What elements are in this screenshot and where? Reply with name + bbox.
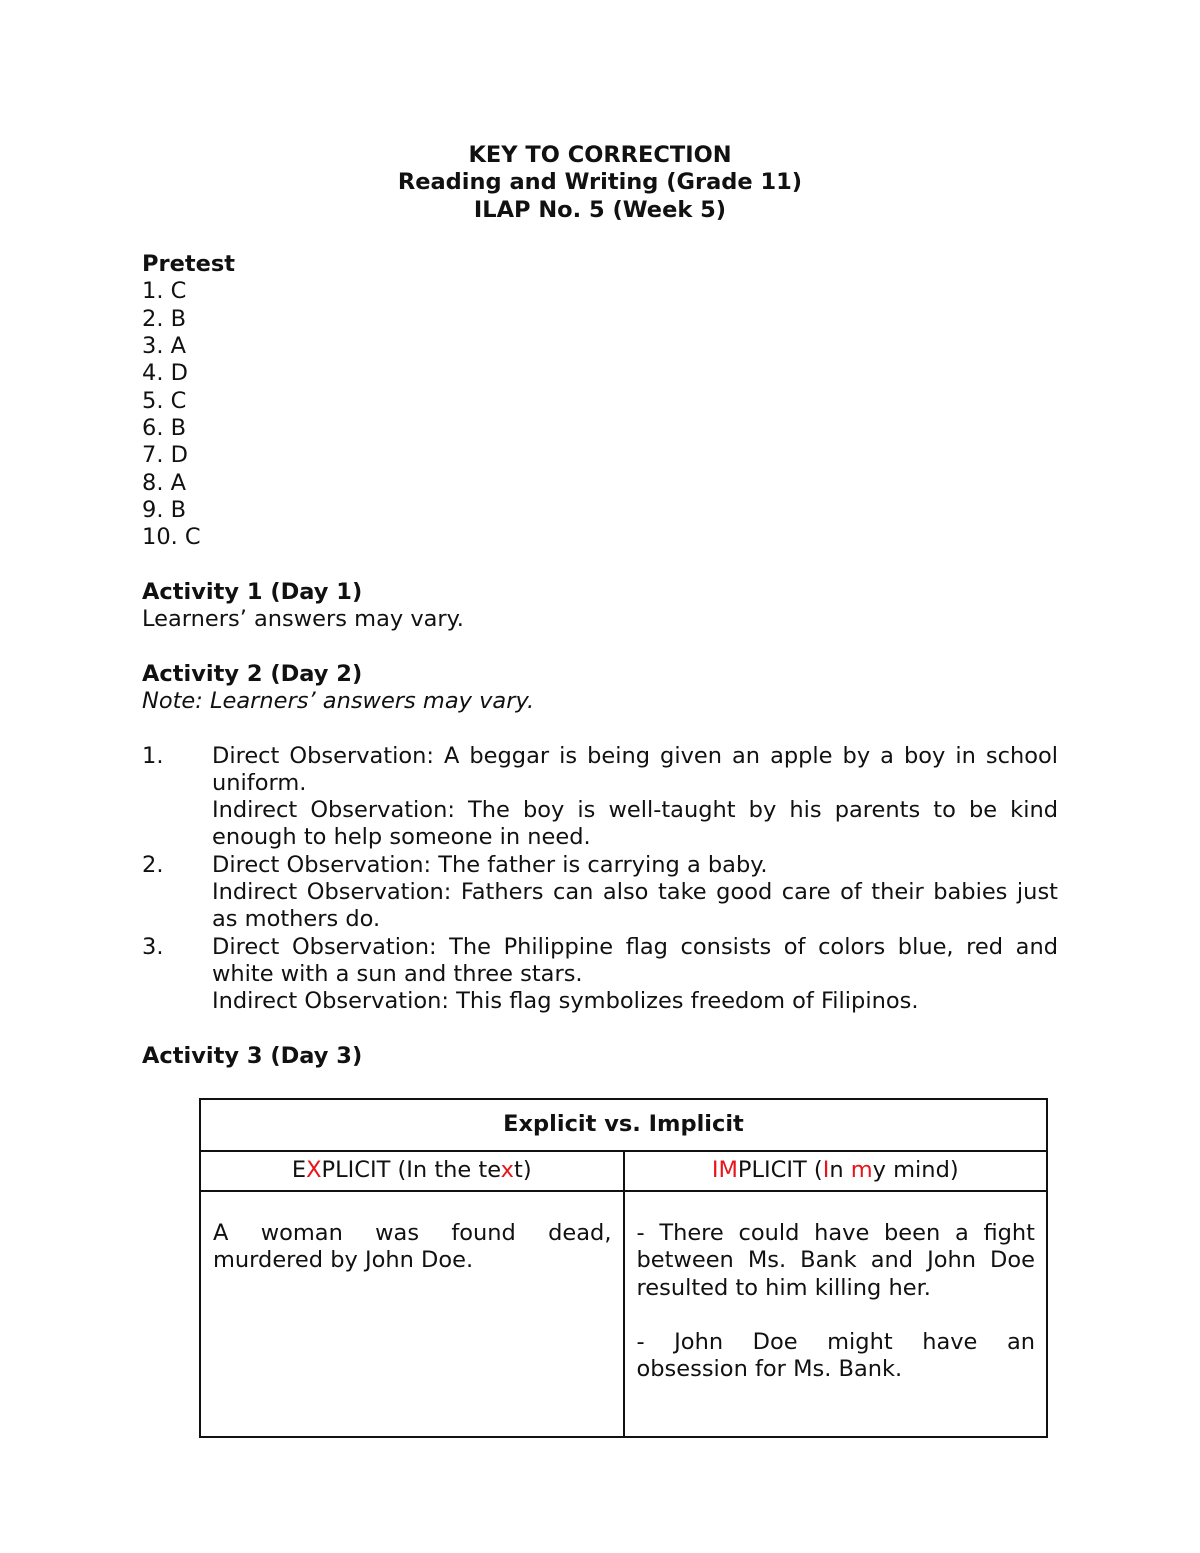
answer-key-page (142, 142, 1058, 1070)
item-number: 3. (142, 933, 164, 960)
pretest-answer-list (142, 278, 1058, 551)
activity2-note: Note: Learners’ answers may vary. (142, 687, 535, 714)
explicit-cell (200, 1191, 624, 1437)
activity2-heading: Activity 2 (Day 2) (142, 660, 363, 687)
pretest-answer: 5. C (142, 387, 187, 414)
activity1-heading: Activity 1 (Day 1) (142, 578, 363, 605)
pretest-answer: 2. B (142, 305, 187, 332)
direct-observation: Direct Observation: The Philippine flag consists of colors blue, red and white with a sun and three stars. (212, 933, 1058, 987)
document-title (142, 142, 1058, 224)
pretest-answer: 3. A (142, 333, 187, 360)
observation-list (142, 743, 1058, 1016)
title-line-2: Reading and Writing (Grade 11) (397, 169, 803, 196)
observation-item (142, 743, 1058, 852)
pretest-answer: 10. C (142, 524, 201, 551)
pretest-answer: 6. B (142, 414, 187, 441)
title-line-1: KEY TO CORRECTION (468, 142, 732, 168)
pretest-answer: 1. C (142, 278, 187, 305)
implicit-item: - There could have been a fight between Ms. Bank and John Doe resulted to him killing her. (636, 1220, 1035, 1301)
explicit-column-header: EXPLICIT (In the text) (200, 1151, 624, 1191)
explicit-text: A woman was found dead, murdered by John Doe. (213, 1220, 612, 1274)
activity3-heading: Activity 3 (Day 3) (142, 1042, 363, 1069)
observation-item (142, 934, 1058, 1016)
pretest-heading: Pretest (142, 251, 236, 278)
implicit-column-header: IMPLICIT (In my mind) (624, 1151, 1048, 1191)
indirect-observation: Indirect Observation: This flag symbolizes freedom of Filipinos. (212, 988, 919, 1015)
item-number: 2. (142, 851, 164, 878)
indirect-observation: Indirect Observation: Fathers can also take good care of their babies just as mothers do. (212, 879, 1058, 933)
item-number: 1. (142, 742, 164, 769)
pretest-answer: 4. D (142, 360, 188, 387)
explicit-implicit-table (199, 1098, 1048, 1438)
pretest-answer: 7. D (142, 442, 188, 469)
indirect-observation: Indirect Observation: The boy is well-taught by his parents to be kind enough to help someone in need. (212, 797, 1058, 851)
title-line-3: ILAP No. 5 (Week 5) (473, 196, 727, 223)
pretest-answer: 9. B (142, 496, 187, 523)
pretest-answer: 8. A (142, 469, 187, 496)
observation-item (142, 852, 1058, 934)
activity1-text: Learners’ answers may vary. (142, 606, 464, 633)
direct-observation: Direct Observation: A beggar is being given an apple by a boy in school uniform. (212, 742, 1058, 796)
table-caption: Explicit vs. Implicit (200, 1099, 1047, 1151)
implicit-item: - John Doe might have an obsession for Ms. Bank. (636, 1329, 1035, 1383)
direct-observation: Direct Observation: The father is carrying a baby. (212, 851, 768, 878)
implicit-cell (624, 1191, 1048, 1437)
